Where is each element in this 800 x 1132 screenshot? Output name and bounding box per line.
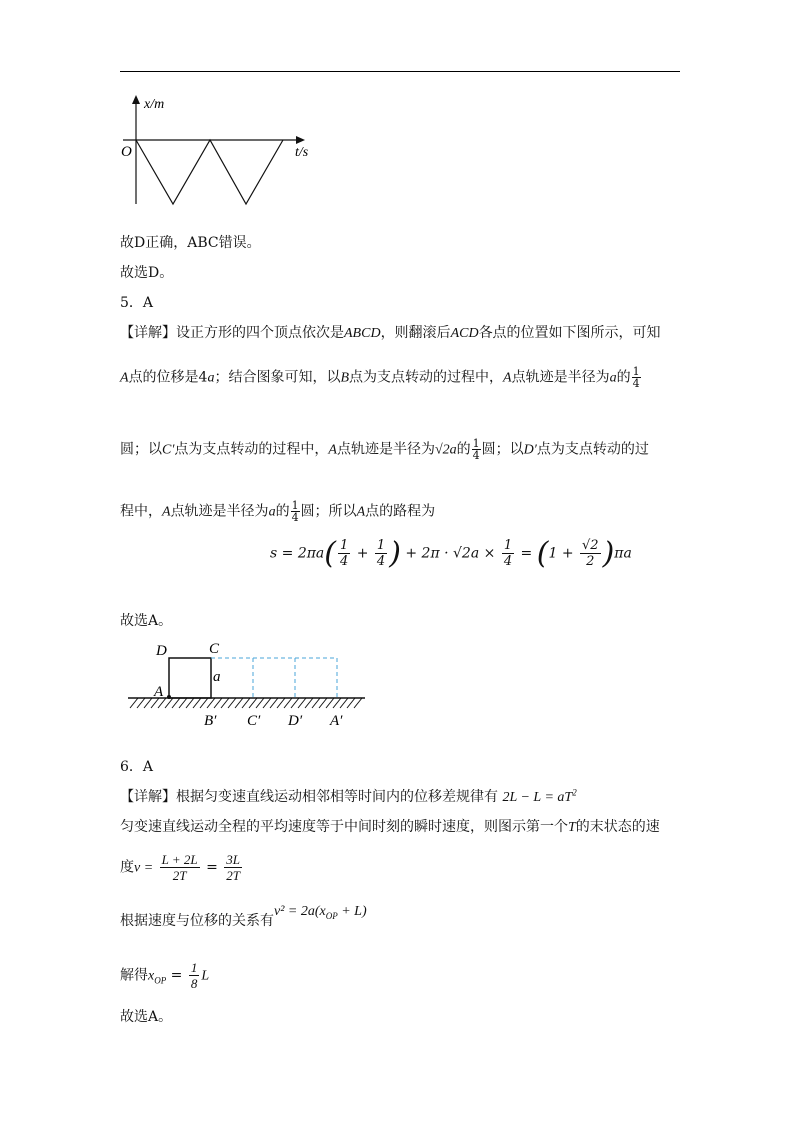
dashed-squares — [211, 658, 337, 698]
q5-line2: A点的位移是4a；结合图象可知，以B点为支点转动的过程中，A点轨迹是半径为a的 $\frac{1}{4}$ — [120, 365, 640, 390]
q6-number: 6．A — [120, 759, 154, 775]
x-axis-arrow — [296, 136, 305, 144]
ground-hatch — [130, 698, 362, 708]
q6-line2: 匀变速直线运动全程的平均速度等于中间时刻的瞬时速度，则图示第一个T的末状态的速 — [120, 819, 660, 835]
q6-line4: 根据速度与位移的关系有$v^2 = 2a(x_{OP} + L)$ — [120, 904, 367, 929]
label-a: a — [213, 669, 221, 685]
y-axis-label: x/m — [144, 97, 165, 112]
rolling-square-figure — [120, 636, 370, 736]
detail-tag: 【详解】 — [120, 325, 176, 341]
label-B-prime: B′ — [204, 713, 217, 729]
xt-graph — [115, 92, 325, 212]
label-C-prime: C′ — [247, 713, 261, 729]
fraction-quarter: $\frac{1}{4}$ — [291, 499, 299, 524]
distance-formula: s = 2πa( $\frac{1}{4}$ + $\frac{1}{4}$ ) + 2π · √2a × $\frac{1}{4}$ = (1 + $\frac{√2}{2}$ )πa — [270, 536, 632, 571]
label-A: A — [154, 684, 164, 700]
label-D: D — [156, 643, 167, 659]
fraction-quarter: $\frac{1}{4}$ — [472, 437, 480, 462]
label-D-prime: D′ — [288, 713, 303, 729]
q6-line1: 【详解】根据匀变速直线运动相邻相等时间内的位移差规律有 $2L - L = aT^2$ — [120, 787, 577, 805]
xt-curve — [136, 140, 283, 204]
q5-line3: 圆；以C′点为支点转动的过程中，A点轨迹是半径为√2a的 $\frac{1}{4}$ 圆；以D′点为支点转动的过 — [120, 437, 649, 462]
q6-line3: 度v = $\frac{L + 2L}{2T}$ = $\frac{3L}{2T}$ — [120, 852, 240, 883]
point-a-dot — [167, 695, 171, 699]
origin-label: O — [121, 144, 132, 160]
fraction-quarter: $\frac{1}{4}$ — [632, 365, 640, 390]
label-C: C — [209, 641, 220, 657]
q5-line4: 程中，A点轨迹是半径为a的 $\frac{1}{4}$ 圆；所以A点的路程为 — [120, 499, 436, 524]
q5-conclusion: 故选A。 — [120, 613, 173, 629]
x-axis-label: t/s — [295, 145, 309, 160]
header-rule — [120, 71, 680, 72]
q5-line1: 【详解】设正方形的四个顶点依次是ABCD，则翻滚后ACD各点的位置如下图所示，可知 — [120, 325, 661, 341]
para-choose-d: 故选D。 — [120, 265, 174, 281]
para-d-correct: 故D正确，ABC错误。 — [120, 235, 261, 251]
square — [169, 658, 211, 698]
detail-tag: 【详解】 — [120, 789, 176, 805]
q6-conclusion: 故选A。 — [120, 1009, 173, 1025]
label-A-prime: A′ — [330, 713, 343, 729]
q6-line5: 解得$x_{OP}$ = $\frac{1}{8}$ L — [120, 960, 210, 991]
q5-number: 5．A — [120, 295, 154, 311]
y-axis-arrow — [132, 95, 140, 104]
